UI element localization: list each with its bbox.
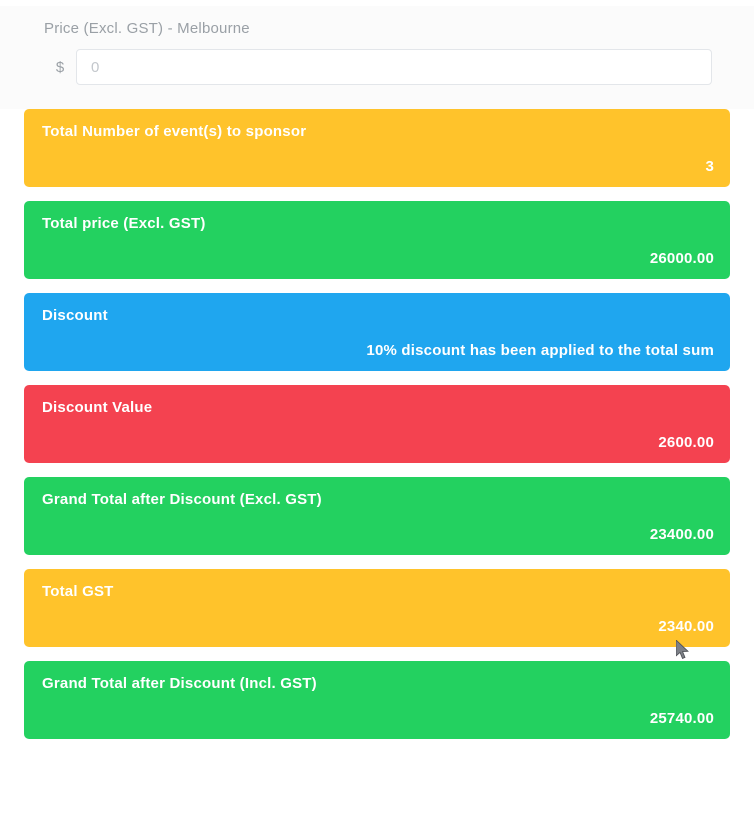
currency-prefix: $ [55,58,65,76]
summary-row-total-gst [24,569,730,647]
summary-row-total-price-excl-gst [24,201,730,279]
price-field-card [0,6,754,109]
row-value: 2600.00 [658,434,714,451]
row-title: Grand Total after Discount (Excl. GST) [42,491,322,508]
summary-row-discount [24,293,730,371]
summary-row-event-count [24,109,730,187]
summary-row-discount-value [24,385,730,463]
row-value: 10% discount has been applied to the total sum [366,342,714,359]
row-value: 3 [705,158,714,175]
row-value: 23400.00 [649,526,714,543]
row-title: Total price (Excl. GST) [42,215,206,232]
summary-row-grand-total-incl-gst [24,661,730,739]
row-title: Total GST [42,583,114,600]
row-value: 25740.00 [649,710,714,727]
row-value: 26000.00 [649,250,714,267]
row-title: Discount [42,307,108,324]
row-value: 2340.00 [658,618,714,635]
row-title: Discount Value [42,399,153,416]
price-input[interactable] [76,49,712,85]
summary-row-grand-total-excl-gst [24,477,730,555]
summary-stack [0,109,754,739]
row-title: Grand Total after Discount (Incl. GST) [42,675,317,692]
price-input-row [44,49,712,85]
price-field-label: Price (Excl. GST) - Melbourne [44,20,250,37]
row-title: Total Number of event(s) to sponsor [42,123,307,140]
